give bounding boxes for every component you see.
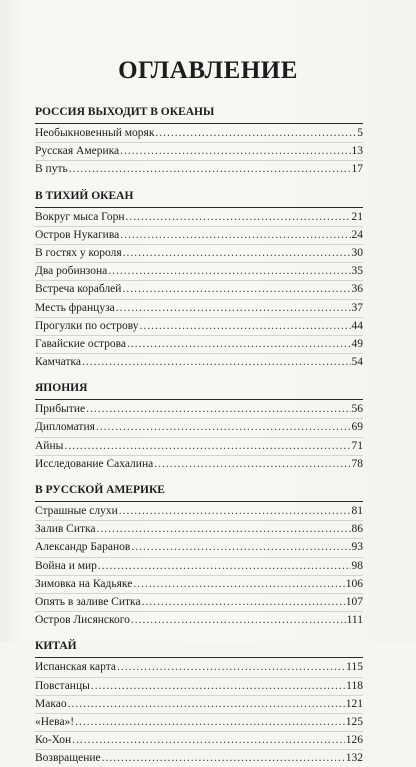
section-title: ЯПОНИЯ	[35, 382, 88, 395]
toc-entry	[35, 696, 363, 714]
entry-page-number: 126	[345, 734, 363, 747]
entry-title: Камчатка	[35, 356, 82, 369]
toc-entry	[35, 594, 363, 612]
entry-title: В гостях у короля	[35, 246, 122, 259]
entry-page-number: 71	[351, 439, 363, 452]
dot-leader	[131, 539, 350, 556]
dot-leader	[75, 714, 345, 731]
section-gap	[35, 371, 363, 380]
entry-page-number: 86	[351, 523, 363, 536]
section-divider	[35, 399, 363, 400]
entry-page-number: 115	[346, 661, 363, 674]
section-title: В ТИХИЙ ОКЕАН	[35, 189, 134, 202]
entry-page-number: 49	[351, 337, 363, 350]
entry-title: Остров Нукагива	[35, 228, 120, 241]
toc-entry	[35, 659, 363, 677]
entry-title: Залив Ситка	[35, 523, 96, 536]
section-divider	[35, 657, 363, 658]
entry-title: Исследование Сахалина	[35, 457, 154, 470]
table-of-contents	[35, 104, 363, 767]
entry-page-number: 36	[351, 283, 363, 296]
toc-section	[35, 188, 363, 372]
entry-page-number: 81	[351, 505, 363, 517]
dot-leader	[96, 419, 351, 436]
entry-title: Гавайские острова	[35, 337, 127, 350]
dot-leader	[116, 300, 351, 317]
toc-entry	[35, 227, 363, 245]
dot-leader	[97, 521, 351, 538]
section-divider	[35, 501, 363, 502]
entry-title: Испанская карта	[35, 661, 116, 674]
entry-title: Возвращение	[35, 752, 101, 765]
entry-page-number: 37	[351, 301, 363, 314]
toc-section	[35, 482, 363, 629]
toc-entry	[35, 263, 363, 281]
entry-page-number: 69	[351, 421, 363, 434]
dot-leader	[122, 281, 350, 298]
dot-leader	[82, 354, 350, 371]
entry-page-number: 107	[345, 595, 363, 608]
entry-page-number: 17	[351, 163, 363, 176]
dot-leader	[98, 558, 351, 575]
toc-entry	[35, 521, 363, 539]
toc-entry	[35, 245, 363, 263]
entry-title: В путь	[35, 163, 68, 176]
entry-title: Русская Америка	[35, 145, 120, 158]
entry-title: «Нева»!	[35, 715, 75, 728]
dot-leader	[133, 576, 344, 593]
dot-leader	[86, 401, 350, 418]
toc-entry	[35, 612, 363, 629]
entry-title: Айны	[35, 439, 64, 452]
toc-entry	[35, 209, 363, 227]
toc-entry	[35, 714, 363, 732]
dot-leader	[68, 696, 345, 713]
toc-entry	[35, 732, 363, 750]
entry-page-number: 78	[351, 457, 363, 470]
toc-entry	[35, 143, 363, 161]
entry-title: Два робинзона	[35, 265, 108, 278]
section-divider	[35, 123, 363, 124]
dot-leader	[64, 438, 350, 455]
entry-page-number: 44	[351, 319, 363, 332]
dot-leader	[123, 245, 351, 262]
dot-leader	[120, 227, 350, 244]
entry-title: Повстанцы	[35, 679, 90, 692]
entry-title: Необыкновенный моряк	[35, 127, 155, 139]
section-gap	[35, 179, 363, 188]
entry-page-number: 118	[346, 679, 363, 692]
entry-title: Месть француза	[35, 301, 115, 314]
entry-title: Вокруг мыса Горн	[35, 210, 125, 223]
dot-leader	[154, 456, 350, 473]
entry-page-number: 56	[351, 403, 363, 416]
entry-title: Остров Лисянского	[35, 614, 130, 627]
entry-page-number: 30	[351, 246, 363, 259]
toc-entry	[35, 558, 363, 576]
toc-entry	[35, 336, 363, 354]
entry-page-number: 98	[351, 559, 363, 572]
toc-entry	[35, 456, 363, 473]
dot-leader	[102, 750, 345, 767]
entry-page-number: 121	[345, 697, 363, 710]
toc-entry	[35, 354, 363, 371]
dot-leader	[117, 659, 345, 676]
dot-leader	[142, 594, 345, 611]
entry-title: Встреча кораблей	[35, 283, 122, 296]
toc-entry	[35, 503, 363, 521]
page-title: ОГЛАВЛЕНИЕ	[118, 57, 298, 84]
entry-title: Опять в заливе Ситка	[35, 595, 141, 608]
section-divider	[35, 207, 363, 208]
entry-title: Страшные слухи	[35, 505, 118, 517]
dot-leader	[91, 678, 345, 695]
section-gap	[35, 629, 363, 638]
entry-page-number: 125	[345, 715, 363, 728]
entry-page-number: 54	[351, 356, 363, 369]
entry-page-number: 21	[351, 210, 363, 223]
toc-section	[35, 104, 363, 179]
entry-page-number: 111	[346, 614, 363, 627]
section-title: РОССИЯ ВЫХОДИТ В ОКЕАНЫ	[35, 106, 215, 118]
entry-page-number: 106	[345, 577, 363, 590]
entry-page-number: 24	[351, 228, 363, 241]
entry-title: Зимовка на Кадьяке	[35, 577, 133, 590]
entry-title: Ко-Хон	[35, 734, 72, 747]
toc-section	[35, 638, 363, 767]
section-title: КИТАЙ	[35, 640, 77, 653]
toc-entry	[35, 539, 363, 557]
entry-title: Дипломатия	[35, 421, 95, 434]
toc-entry	[35, 438, 363, 456]
entry-title: Макао	[35, 697, 67, 710]
section-gap	[35, 473, 363, 482]
dot-leader	[140, 318, 351, 335]
toc-entry	[35, 318, 363, 336]
section-title: В РУССКОЙ АМЕРИКЕ	[35, 484, 165, 496]
dot-leader	[125, 209, 350, 226]
entry-page-number: 93	[351, 541, 363, 554]
entry-title: Прогулки по острову	[35, 319, 139, 332]
toc-entry	[35, 576, 363, 594]
toc-entry	[35, 125, 363, 143]
dot-leader	[131, 612, 346, 629]
entry-title: Прибытие	[35, 403, 86, 416]
entry-page-number: 5	[357, 127, 363, 139]
entry-title: Война и мир	[35, 559, 97, 572]
entry-page-number: 13	[351, 145, 363, 158]
dot-leader	[120, 143, 350, 160]
entry-title: Александр Баранов	[35, 541, 131, 554]
toc-entry	[35, 281, 363, 299]
entry-page-number: 132	[345, 752, 363, 765]
dot-leader	[119, 503, 351, 520]
dot-leader	[69, 161, 351, 178]
toc-entry	[35, 419, 363, 437]
dot-leader	[108, 263, 350, 280]
dot-leader	[72, 732, 345, 749]
toc-entry	[35, 678, 363, 696]
dot-leader	[155, 125, 356, 142]
toc-section	[35, 380, 363, 473]
toc-entry	[35, 300, 363, 318]
toc-entry	[35, 161, 363, 178]
entry-page-number: 35	[351, 265, 363, 278]
dot-leader	[127, 336, 350, 353]
toc-entry	[35, 750, 363, 767]
toc-entry	[35, 401, 363, 419]
